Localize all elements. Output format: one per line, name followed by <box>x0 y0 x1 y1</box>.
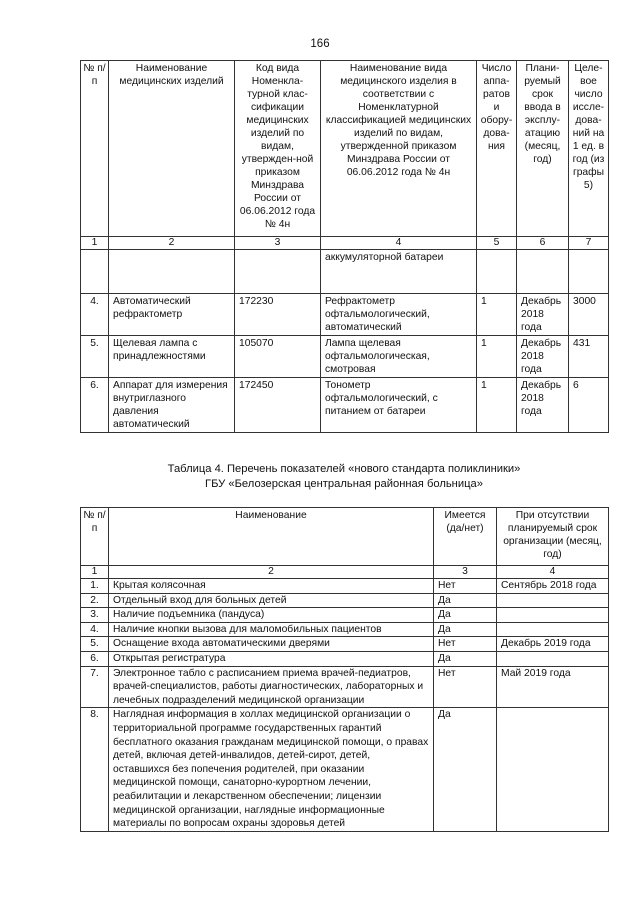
row-number: 3. <box>81 608 109 623</box>
indicator-available: Нет <box>434 637 497 652</box>
device-name: Аппарат для измерения внутриглазного давления автоматический <box>109 378 235 433</box>
column-number-row <box>81 237 609 250</box>
kind-code: 105070 <box>235 336 321 378</box>
col-header-name: Наименование <box>109 508 434 566</box>
col-header-count: Число аппа-ратов и обору-дова-ния <box>477 61 517 237</box>
indicator-planned-date: Сентябрь 2018 года <box>497 579 609 594</box>
col-header-num: № п/п <box>81 61 109 237</box>
continuation-text: аккумуляторной батареи <box>321 250 477 294</box>
table-row <box>81 378 609 433</box>
indicator-name: Наличие кнопки вызова для маломобильных пациентов <box>109 622 434 637</box>
indicator-planned-date <box>497 622 609 637</box>
table-row <box>81 622 609 637</box>
target-studies: 3000 <box>569 294 609 336</box>
indicator-planned-date: Май 2019 года <box>497 666 609 708</box>
caption-line-2: ГБУ «Белозерская центральная районная больница» <box>205 478 483 490</box>
indicator-available: Да <box>434 608 497 623</box>
device-count: 1 <box>477 378 517 433</box>
table-header-row <box>81 61 609 237</box>
kind-code: 172230 <box>235 294 321 336</box>
column-number: 2 <box>109 566 434 579</box>
table-header-row <box>81 508 609 566</box>
table-row <box>81 608 609 623</box>
row-number: 7. <box>81 666 109 708</box>
indicator-planned-date: Декабрь 2019 года <box>497 637 609 652</box>
page-number: 166 <box>310 38 330 50</box>
column-number: 3 <box>235 237 321 250</box>
planned-date: Декабрь 2018 года <box>517 294 569 336</box>
row-number: 5. <box>81 336 109 378</box>
row-number: 5. <box>81 637 109 652</box>
table-caption <box>80 462 608 492</box>
indicator-name: Отдельный вход для больных детей <box>109 593 434 608</box>
table-row <box>81 708 609 831</box>
column-number: 4 <box>497 566 609 579</box>
kind-name: Тонометр офтальмологический, с питанием от батареи <box>321 378 477 433</box>
kind-name: Рефрактометр офтальмологический, автоматический <box>321 294 477 336</box>
col-header-device-name: Наименование медицинских изделий <box>109 61 235 237</box>
kind-name: Лампа щелевая офтальмологическая, смотровая <box>321 336 477 378</box>
table-row <box>81 593 609 608</box>
column-number: 5 <box>477 237 517 250</box>
column-number-row <box>81 566 609 579</box>
row-number: 4. <box>81 622 109 637</box>
device-count: 1 <box>477 294 517 336</box>
indicator-available: Да <box>434 708 497 831</box>
column-number: 3 <box>434 566 497 579</box>
column-number: 1 <box>81 237 109 250</box>
col-header-planned-date: При отсутствии планируемый срок организации (месяц, год) <box>497 508 609 566</box>
column-number: 7 <box>569 237 609 250</box>
indicator-available: Да <box>434 593 497 608</box>
table-row <box>81 637 609 652</box>
col-header-available: Имеется (да/нет) <box>434 508 497 566</box>
caption-line-1: Таблица 4. Перечень показателей «нового стандарта поликлиники» <box>167 463 521 475</box>
col-header-kind-code: Код вида Номенкла-турной клас-сификации медицинских изделий по видам, утвержден-ной приказом Минздрава России от 06.06.2012 года № 4н <box>235 61 321 237</box>
indicator-available: Да <box>434 651 497 666</box>
equipment-table <box>80 60 609 433</box>
col-header-kind-name: Наименование вида медицинского изделия в соответствии с Номенклатурной классификацией медицинских изделий по видам, утвержденной приказом Минздрава России от 06.06.2012 года № 4н <box>321 61 477 237</box>
target-studies: 431 <box>569 336 609 378</box>
indicator-name: Крытая колясочная <box>109 579 434 594</box>
indicator-planned-date <box>497 608 609 623</box>
row-number: 1. <box>81 579 109 594</box>
column-number: 6 <box>517 237 569 250</box>
planned-date: Декабрь 2018 года <box>517 336 569 378</box>
device-name: Автоматический рефрактометр <box>109 294 235 336</box>
device-count: 1 <box>477 336 517 378</box>
standard-indicators-table <box>80 507 609 832</box>
row-number: 4. <box>81 294 109 336</box>
kind-code: 172450 <box>235 378 321 433</box>
indicator-name: Оснащение входа автоматическими дверями <box>109 637 434 652</box>
column-number: 2 <box>109 237 235 250</box>
row-number: 2. <box>81 593 109 608</box>
col-header-planned-date: Плани-руемый срок ввода в эксплу-атацию (месяц, год) <box>517 61 569 237</box>
target-studies: 6 <box>569 378 609 433</box>
col-header-target-studies: Целе-вое число иссле-дова-ний на 1 ед. в год (из графы 5) <box>569 61 609 237</box>
table-row <box>81 651 609 666</box>
row-number: 6. <box>81 378 109 433</box>
table-row <box>81 579 609 594</box>
indicator-available: Нет <box>434 666 497 708</box>
indicator-name: Наличие подъемника (пандуса) <box>109 608 434 623</box>
column-number: 4 <box>321 237 477 250</box>
continuation-row <box>81 250 609 294</box>
device-name: Щелевая лампа с принадлежностями <box>109 336 235 378</box>
planned-date: Декабрь 2018 года <box>517 378 569 433</box>
indicator-available: Нет <box>434 579 497 594</box>
indicator-planned-date <box>497 651 609 666</box>
col-header-num: № п/п <box>81 508 109 566</box>
table-row <box>81 294 609 336</box>
indicator-planned-date <box>497 593 609 608</box>
indicator-planned-date <box>497 708 609 831</box>
row-number: 8. <box>81 708 109 831</box>
row-number: 6. <box>81 651 109 666</box>
indicator-name: Открытая регистратура <box>109 651 434 666</box>
table-row <box>81 336 609 378</box>
indicator-name: Наглядная информация в холлах медицинской организации о территориальной программе государственных гарантий бесплатного оказания гражданам медицинской помощи, о правах детей, включая детей-инвалидов, детей-сирот, детей, оставшихся без попечения родителей, при оказании медицинской помощи, санаторно-курортном лечении, реабилитации и лекарственном обеспечении; лицензии медицинской организации, наглядные информационные материалы по вопросам охраны здоровья детей <box>109 708 434 831</box>
table-row <box>81 666 609 708</box>
indicator-name: Электронное табло с расписанием приема врачей-педиатров, врачей-специалистов, работы диагностических, лабораторных и лечебных подразделений медицинской организации <box>109 666 434 708</box>
column-number: 1 <box>81 566 109 579</box>
indicator-available: Да <box>434 622 497 637</box>
